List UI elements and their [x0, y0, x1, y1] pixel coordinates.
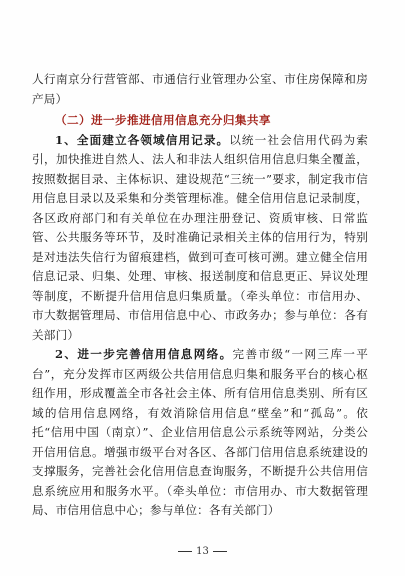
- footer-dash-right: [213, 551, 227, 552]
- item-2-body: 完善市级“一网三库一平台”，充分发挥市区两级公共信用信息归集和服务平台的核心枢纽作用，形成覆盖全市各社会主体、所有信用信息类别、所有区域的信用信息网络，有效消除信用信息“壁垒”和“孤岛”。依托“信用中国（南京）”、企业信用信息公示系统等网站，分类公开信用信息。增强市级平台对各区、各部门信用信息系统建设的支撑服务，完善社会化信用信息查询服务，不断提升公共信用信息系统应用和服务水平。（牵头单位：市信用办、市大数据管理局、市信用信息中心；参与单位：各有关部门）: [32, 347, 368, 517]
- page-number: 13: [196, 546, 209, 557]
- document-body: [32, 70, 368, 521]
- page-footer: [0, 546, 405, 557]
- section-heading: （二）进一步推进信用信息充分归集共享: [55, 113, 271, 127]
- continuation-paragraph: 人行南京分行营管部、市通信行业管理办公室、市住房保障和房产局）: [32, 72, 368, 106]
- item-2-lead: 2、进一步完善信用信息网络。: [55, 347, 233, 361]
- footer-dash-left: [178, 551, 192, 552]
- item-1-lead: 1、全面建立各领域信用记录。: [55, 132, 230, 147]
- item-1-body: 以统一社会信用代码为索引，加快推进自然人、法人和非法人组织信用信息归集全覆盖，按照数据目录、主体标识、建设规范“三统一”要求，制定我市信用信息目录以及采集和分类管理标准。健全信用信息记录制度，各区政府部门和有关单位在办理注册登记、资质审核、日常监管、公共服务等环节，及时准确记录相关主体的信用行为，特别是对违法失信行为留痕建档，做到可查可核可溯。建立健全信用信息记录、归集、处理、审核、报送制度和信息更正、异议处理等制度，不断提升信用信息归集质量。（牵头单位：市信用办、市大数据管理局、市信用信息中心、市政务办；参与单位：各有关部门）: [32, 132, 368, 342]
- item-2-paragraph: [32, 345, 368, 521]
- item-1-paragraph: [32, 131, 368, 346]
